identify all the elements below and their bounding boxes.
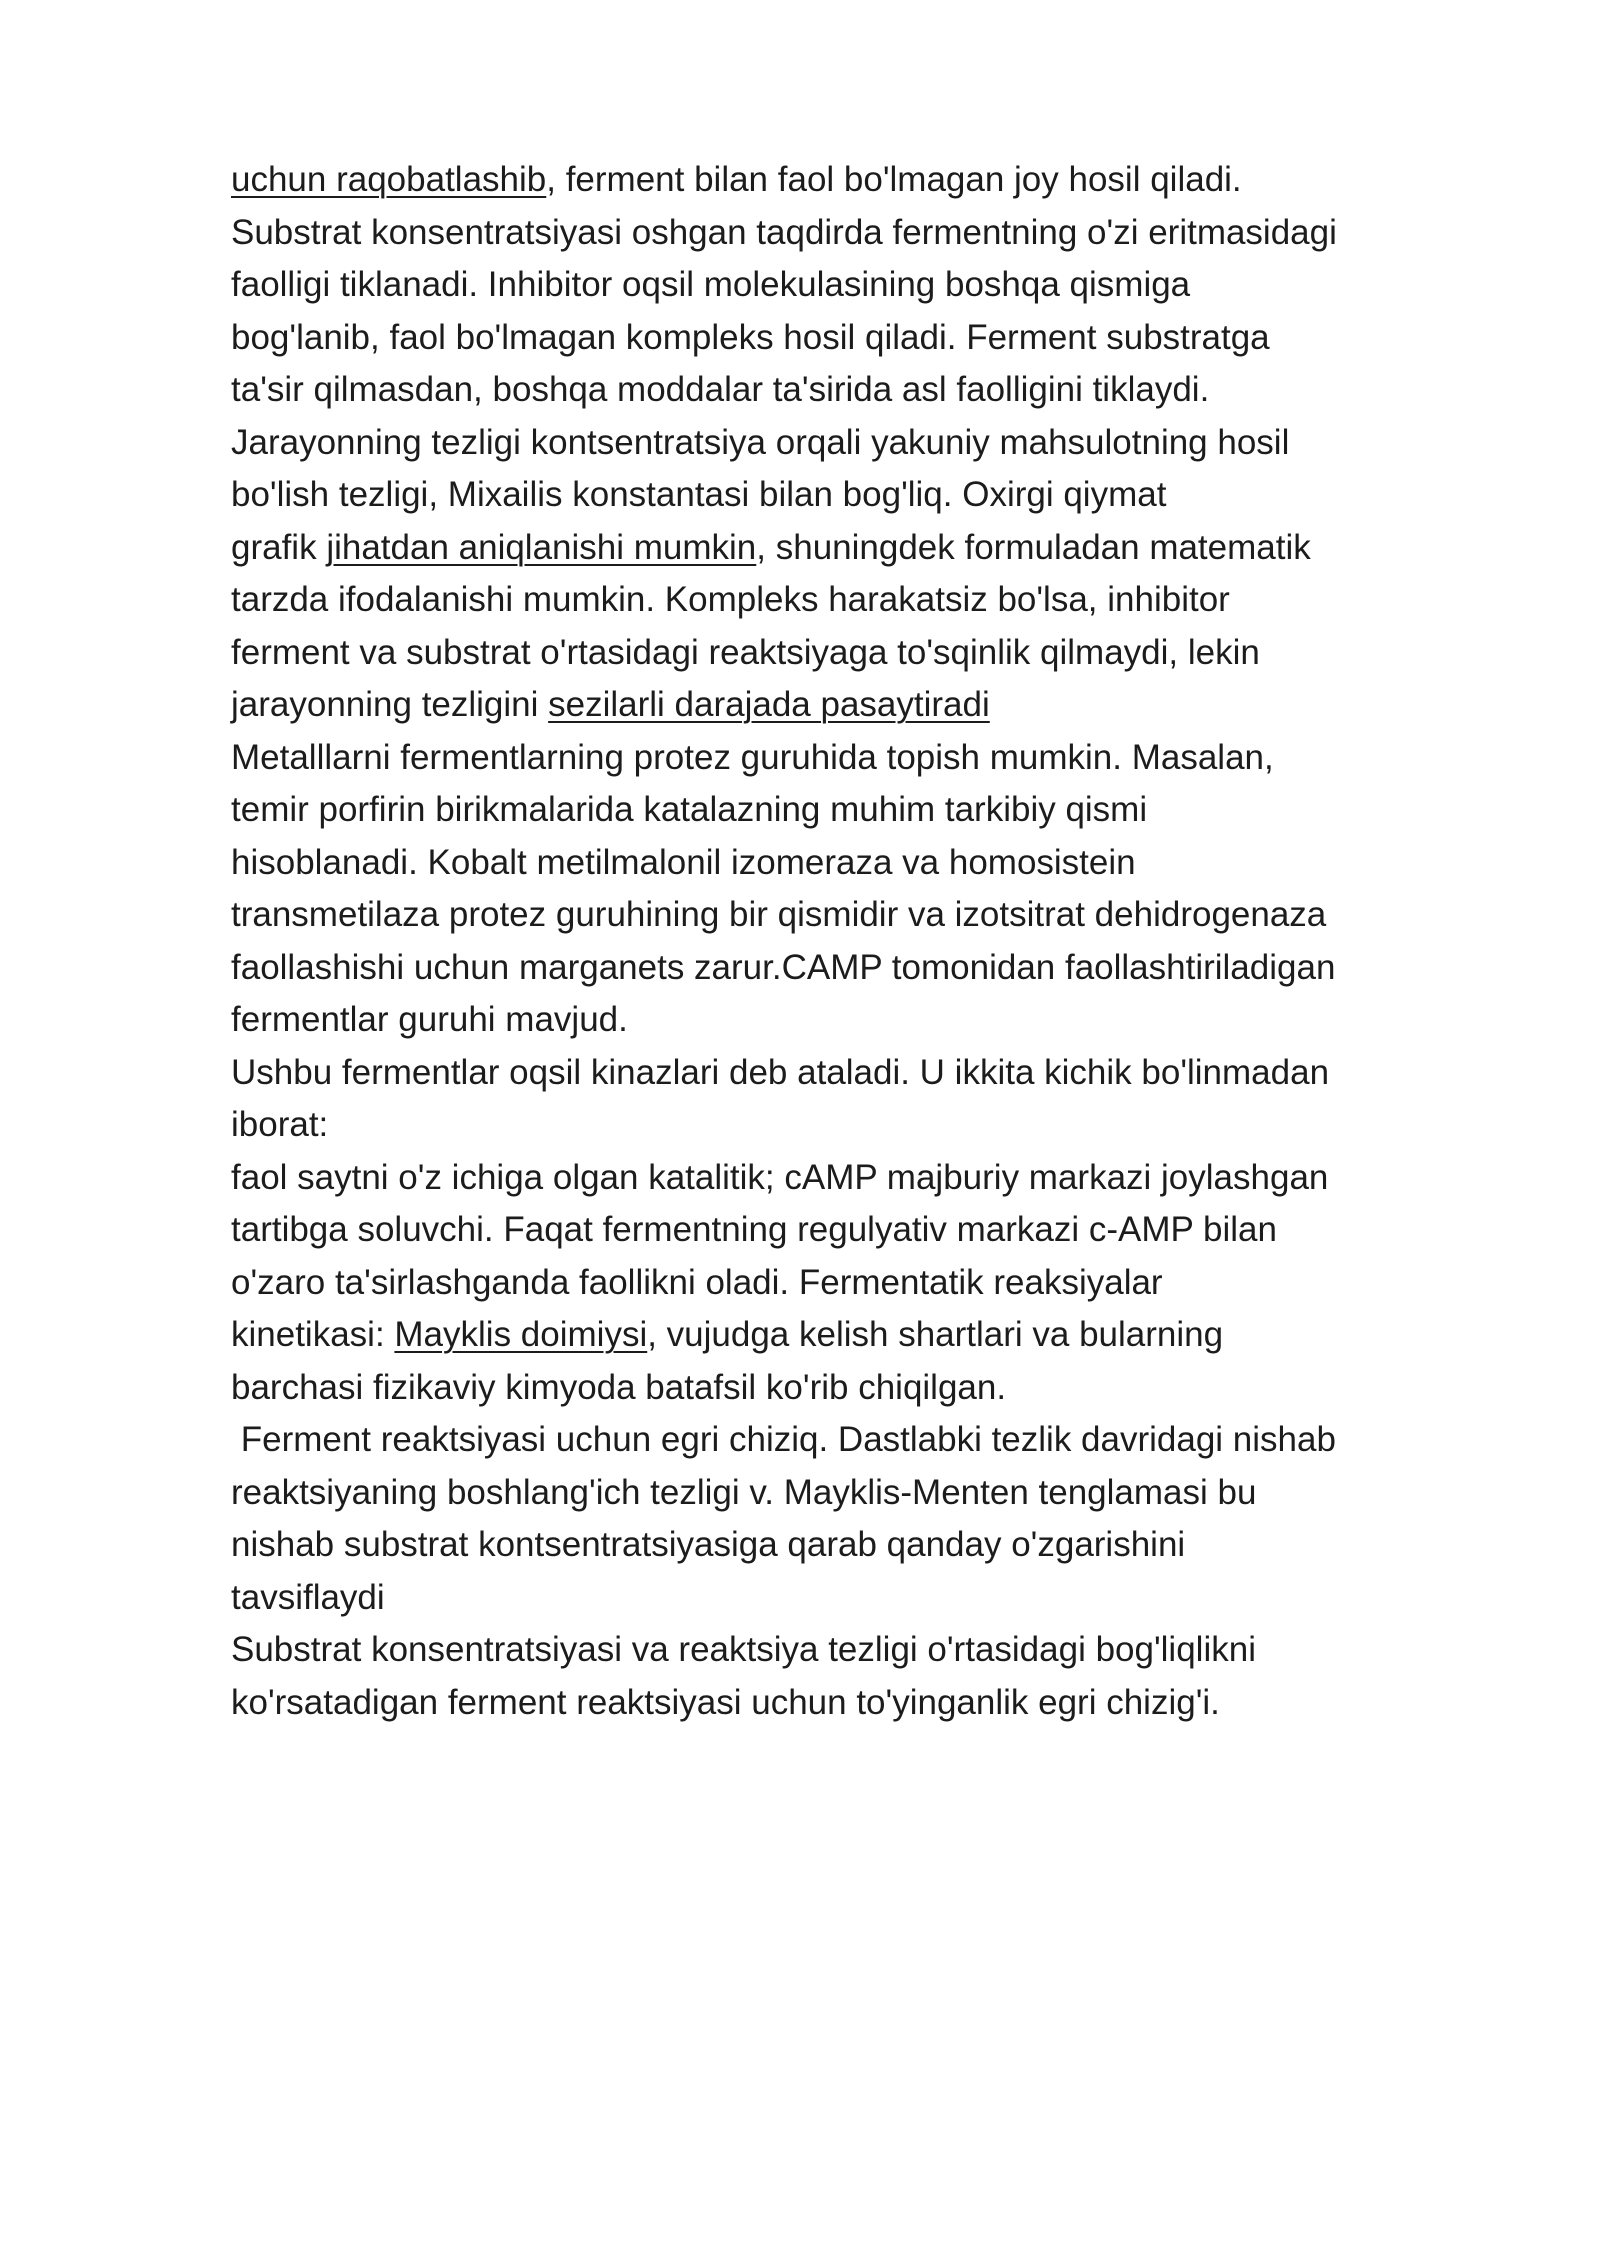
text-line <box>231 364 1521 417</box>
underlined-phrase: sezilarli darajada pasaytiradi <box>548 685 990 724</box>
text-segment: barchasi fizikaviy kimyoda batafsil ko'rib chiqilgan. <box>231 1367 1007 1407</box>
text-line <box>231 1047 1521 1100</box>
text-segment: tartibga soluvchi. Faqat fermentning regulyativ markazi c-AMP bilan <box>231 1210 1277 1249</box>
text-line <box>231 627 1521 680</box>
text-segment: Metalllarni fermentlarning protez guruhida topish mumkin. Masalan, <box>231 737 1274 777</box>
text-segment: faollashishi uchun marganets zarur.CAMP tomonidan faollashtiriladigan <box>231 947 1336 987</box>
text-segment: , ferment bilan faol bo'lmagan joy hosil qiladi. <box>546 160 1242 199</box>
text-segment: jarayonning tezligini <box>231 685 549 724</box>
text-segment: tarzda ifodalanishi mumkin. Kompleks harakatsiz bo'lsa, inhibitor <box>231 580 1230 619</box>
text-line <box>231 574 1521 627</box>
text-line <box>231 942 1521 995</box>
text-segment: Jarayonning tezligi kontsentratsiya orqali yakuniy mahsulotning hosil <box>231 422 1290 462</box>
text-segment: , vujudga kelish shartlari va bularning <box>647 1315 1224 1354</box>
text-segment: faol saytni o'z ichiga olgan katalitik; cAMP majburiy markazi joylashgan <box>231 1157 1329 1197</box>
text-line <box>231 1099 1521 1152</box>
underlined-phrase: uchun raqobatlashib <box>231 160 547 199</box>
text-segment: reaktsiyaning boshlang'ich tezligi v. Mayklis-Menten tenglamasi bu <box>231 1472 1257 1512</box>
text-line <box>231 1152 1521 1205</box>
text-line <box>231 312 1521 365</box>
text-segment: fermentlar guruhi mavjud. <box>231 1000 628 1039</box>
text-line <box>231 1467 1521 1520</box>
underlined-phrase: jihatdan aniqlanishi mumkin <box>326 527 757 567</box>
text-line <box>231 889 1521 942</box>
text-line <box>231 1204 1521 1257</box>
text-line <box>231 469 1521 522</box>
text-segment: bog'lanib, faol bo'lmagan kompleks hosil qiladi. Ferment substratga <box>231 317 1270 357</box>
text-line <box>231 1309 1521 1362</box>
text-line <box>231 679 1521 732</box>
text-line <box>231 994 1521 1047</box>
text-line <box>231 154 1521 207</box>
text-segment: tavsiflaydi <box>231 1577 385 1617</box>
text-line <box>231 1677 1521 1730</box>
text-line <box>231 1624 1521 1677</box>
text-line <box>231 259 1521 312</box>
text-segment: kinetikasi: <box>231 1315 395 1354</box>
text-segment: , shuningdek formuladan matematik <box>756 527 1311 567</box>
text-segment: bo'lish tezligi, Mixailis konstantasi bilan bog'liq. Oxirgi qiymat <box>231 475 1167 514</box>
text-segment: Substrat konsentratsiyasi va reaktsiya tezligi o'rtasidagi bog'liqlikni <box>231 1630 1256 1669</box>
text-segment: iborat: <box>231 1105 329 1144</box>
text-segment: grafik <box>231 527 327 567</box>
text-line <box>231 1362 1521 1415</box>
text-segment: nishab substrat kontsentratsiyasiga qarab qanday o'zgarishini <box>231 1525 1186 1564</box>
text-line <box>231 417 1521 470</box>
text-line <box>231 732 1521 785</box>
underlined-phrase: Mayklis doimiysi <box>394 1315 648 1354</box>
text-segment: temir porfirin birikmalarida katalazning muhim tarkibiy qismi <box>231 790 1148 829</box>
text-segment: hisoblanadi. Kobalt metilmalonil izomeraza va homosistein <box>231 842 1136 882</box>
text-segment: Ferment reaktsiyasi uchun egri chiziq. Dastlabki tezlik davridagi nishab <box>231 1420 1336 1459</box>
text-line <box>231 207 1521 260</box>
text-segment: ko'rsatadigan ferment reaktsiyasi uchun to'yinganlik egri chizig'i. <box>231 1682 1220 1722</box>
text-line <box>231 1414 1521 1467</box>
text-segment: Ushbu fermentlar oqsil kinazlari deb ataladi. U ikkita kichik bo'linmadan <box>231 1052 1330 1092</box>
text-line <box>231 1572 1521 1625</box>
text-line <box>231 784 1521 837</box>
text-line <box>231 522 1521 575</box>
body-text <box>231 154 1521 1729</box>
text-segment: faolligi tiklanadi. Inhibitor oqsil molekulasining boshqa qismiga <box>231 265 1191 304</box>
text-segment: ferment va substrat o'rtasidagi reaktsiyaga to'sqinlik qilmaydi, lekin <box>231 632 1260 672</box>
text-segment: ta'sir qilmasdan, boshqa moddalar ta'sirida asl faolligini tiklaydi. <box>231 370 1210 409</box>
text-segment: Substrat konsentratsiyasi oshgan taqdirda fermentning o'zi eritmasidagi <box>231 212 1337 252</box>
text-segment: o'zaro ta'sirlashganda faollikni oladi. Fermentatik reaksiyalar <box>231 1262 1163 1302</box>
text-line <box>231 1257 1521 1310</box>
text-segment: transmetilaza protez guruhining bir qismidir va izotsitrat dehidrogenaza <box>231 895 1327 934</box>
text-line <box>231 1519 1521 1572</box>
text-line <box>231 837 1521 890</box>
